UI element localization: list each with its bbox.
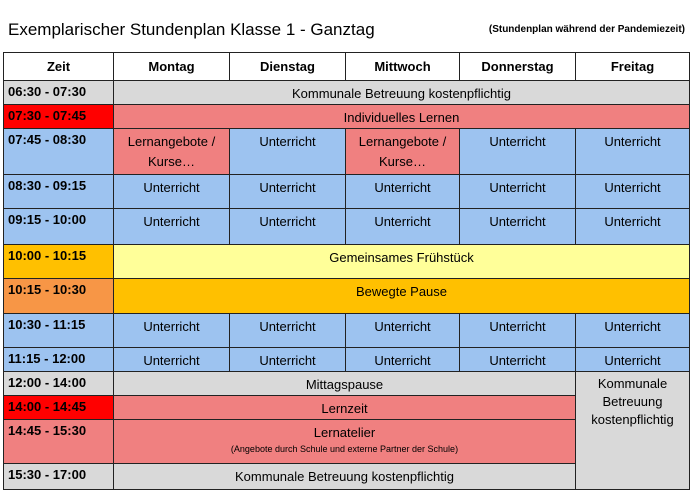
schedule-cell: Unterricht	[460, 314, 576, 348]
schedule-cell: Unterricht	[460, 175, 576, 209]
schedule-cell: Unterricht	[346, 314, 460, 348]
time-cell: 07:30 - 07:45	[4, 105, 114, 129]
time-cell: 10:30 - 11:15	[4, 314, 114, 348]
time-cell: 11:15 - 12:00	[4, 348, 114, 372]
schedule-cell: Kommunale Betreuung kostenpflichtig	[114, 464, 576, 490]
header-zeit: Zeit	[4, 53, 114, 81]
schedule-cell: Unterricht	[460, 209, 576, 245]
page-subtitle: (Stundenplan während der Pandemiezeit)	[488, 24, 685, 35]
schedule-cell: Unterricht	[346, 348, 460, 372]
schedule-cell: Lernangebote / Kurse…	[114, 129, 230, 175]
schedule-cell: Unterricht	[230, 129, 346, 175]
schedule-cell: Kommunale Betreuung kostenpflichtig	[576, 372, 690, 490]
table-row	[4, 81, 690, 105]
time-cell: 14:45 - 15:30	[4, 420, 114, 464]
page-title: Exemplarischer Stundenplan Klasse 1 - Ganztag	[8, 20, 375, 39]
schedule-cell: Lernzeit	[114, 396, 576, 420]
schedule-cell: Unterricht	[460, 129, 576, 175]
time-cell: 14:00 - 14:45	[4, 396, 114, 420]
schedule-cell: Unterricht	[114, 175, 230, 209]
header-mittwoch: Mittwoch	[346, 53, 460, 81]
table-row	[4, 105, 690, 129]
time-cell: 12:00 - 14:00	[4, 372, 114, 396]
schedule-cell: Unterricht	[114, 348, 230, 372]
schedule-cell: Individuelles Lernen	[114, 105, 690, 129]
schedule-cell: Unterricht	[346, 209, 460, 245]
time-cell: 10:15 - 10:30	[4, 279, 114, 314]
time-cell: 06:30 - 07:30	[4, 81, 114, 105]
table-row	[4, 279, 690, 314]
schedule-cell: Unterricht	[576, 129, 690, 175]
schedule-cell: Lernangebote / Kurse…	[346, 129, 460, 175]
table-row	[4, 314, 690, 348]
timetable	[3, 52, 690, 490]
schedule-cell: Unterricht	[230, 314, 346, 348]
table-row	[4, 348, 690, 372]
schedule-cell: Unterricht	[576, 314, 690, 348]
table-row	[4, 129, 690, 175]
schedule-cell: Unterricht	[230, 209, 346, 245]
schedule-cell: Unterricht	[576, 175, 690, 209]
schedule-cell: Unterricht	[576, 348, 690, 372]
table-row	[4, 175, 690, 209]
time-cell: 07:45 - 08:30	[4, 129, 114, 175]
table-row	[4, 209, 690, 245]
schedule-cell: Unterricht	[230, 175, 346, 209]
table-row	[4, 372, 690, 396]
schedule-cell: Bewegte Pause	[114, 279, 690, 314]
schedule-cell: Unterricht	[346, 175, 460, 209]
time-cell: 10:00 - 10:15	[4, 245, 114, 279]
header-dienstag: Dienstag	[230, 53, 346, 81]
header-freitag: Freitag	[576, 53, 690, 81]
schedule-cell: Unterricht	[114, 209, 230, 245]
schedule-cell: Gemeinsames Frühstück	[114, 245, 690, 279]
time-cell: 08:30 - 09:15	[4, 175, 114, 209]
time-cell: 15:30 - 17:00	[4, 464, 114, 490]
table-row	[4, 245, 690, 279]
schedule-cell	[114, 420, 576, 464]
schedule-cell: Unterricht	[114, 314, 230, 348]
schedule-cell: Unterricht	[576, 209, 690, 245]
schedule-cell: Unterricht	[230, 348, 346, 372]
time-cell: 09:15 - 10:00	[4, 209, 114, 245]
header-row	[4, 53, 690, 81]
header-montag: Montag	[114, 53, 230, 81]
lernatelier-note: (Angebote durch Schule und externe Partner der Schule)	[230, 444, 459, 454]
header-donnerstag: Donnerstag	[460, 53, 576, 81]
schedule-cell: Kommunale Betreuung kostenpflichtig	[114, 81, 690, 105]
schedule-cell: Unterricht	[460, 348, 576, 372]
lernatelier-label: Lernatelier	[313, 425, 376, 440]
schedule-cell: Mittagspause	[114, 372, 576, 396]
